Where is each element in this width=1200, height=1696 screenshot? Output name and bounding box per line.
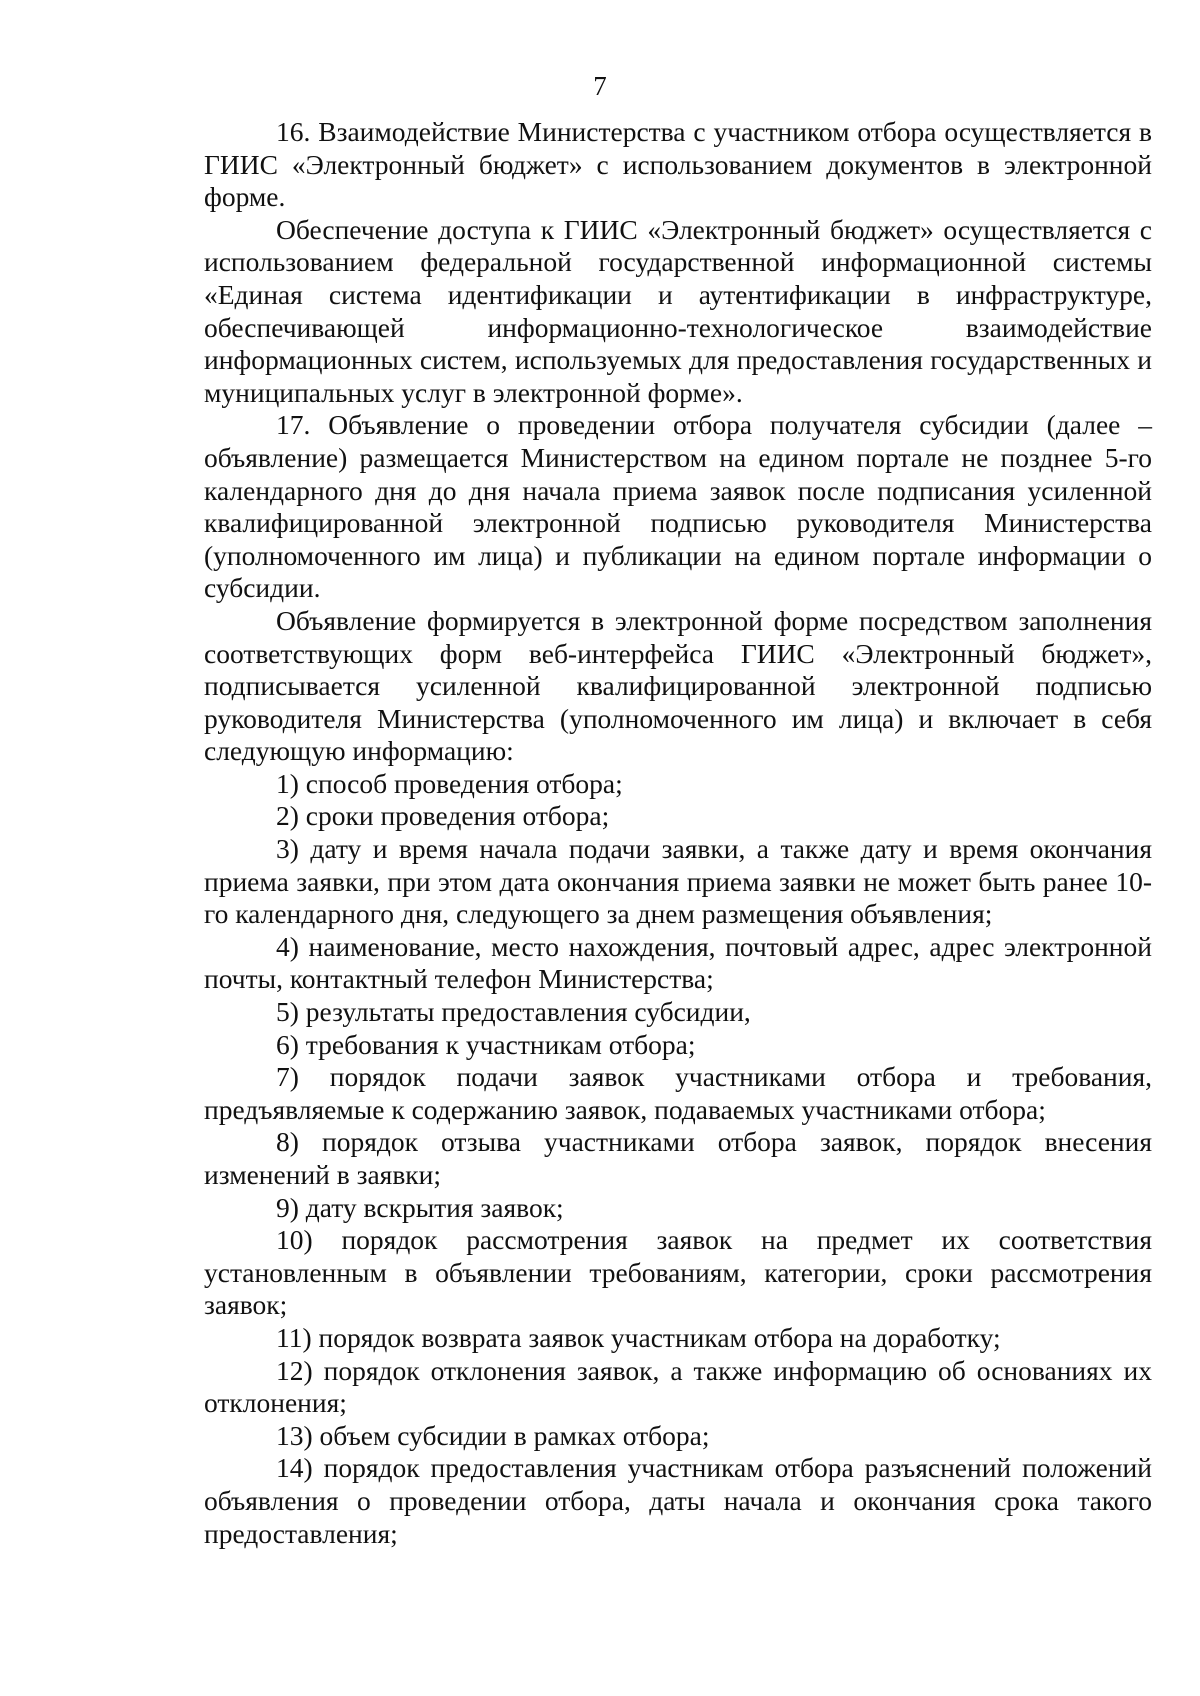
list-item: 7) порядок подачи заявок участниками отбора и требования, предъявляемые к содержанию заявок, подаваемых участниками отбора; [204,1061,1152,1125]
list-item: 8) порядок отзыва участниками отбора заявок, порядок внесения изменений в заявки; [204,1126,1152,1190]
document-body [204,116,1152,1550]
list-item: 5) результаты предоставления субсидии, [276,996,751,1028]
list-item: 2) сроки проведения отбора; [276,800,610,832]
paragraph-17: 17. Объявление о проведении отбора получателя субсидии (далее – объявление) размещается Министерством на едином портале не позднее 5-го календарного дня до дня начала приема заявок после подписания усиленной квалифицированной электронной подписью руководителя Министерства (уполномоченного им лица) и публикации на едином портале информации о субсидии. [204,409,1152,604]
list-item: 10) порядок рассмотрения заявок на предмет их соответствия установленным в объявлении требованиям, категории, сроки рассмотрения заявок; [204,1224,1152,1321]
list-item: 4) наименование, место нахождения, почтовый адрес, адрес электронной почты, контактный телефон Министерства; [204,930,1152,995]
list-item: 13) объем субсидии в рамках отбора; [276,1419,710,1451]
list-item: 1) способ проведения отбора; [276,767,623,799]
list-item: 12) порядок отклонения заявок, а также информацию об основаниях их отклонения; [204,1354,1152,1419]
list-item: 14) порядок предоставления участникам отбора разъяснений положений объявления о проведении отбора, даты начала и окончания срока такого предоставления; [204,1452,1152,1549]
list-item: 6) требования к участникам отбора; [276,1028,696,1060]
paragraph-16: 16. Взаимодействие Министерства с участником отбора осуществляется в ГИИС «Электронный бюджет» с использованием документов в электронной форме. [204,116,1152,213]
list-item: 9) дату вскрытия заявок; [276,1191,564,1223]
paragraph-announcement-info: Объявление формируется в электронной форме посредством заполнения соответствующих форм веб-интерфейса ГИИС «Электронный бюджет», подписывается усиленной квалифицированной электронной подписью руководителя Министерства (уполномоченного им лица) и включает в себя следующую информацию: [204,604,1152,767]
list-item: 3) дату и время начала подачи заявки, а также дату и время окончания приема заявки, при этом дата окончания приема заявки не может быть ранее 10-го календарного дня, следующего за днем размещения объявления; [204,833,1152,930]
page-number: 7 [593,71,607,101]
paragraph-giis-access: Обеспечение доступа к ГИИС «Электронный бюджет» осуществляется с использованием федеральной государственной информационной системы «Единая система идентификации и аутентификации в инфраструктуре, обеспечивающей информационно-технологическое взаимодействие информационных систем, используемых для предоставления государственных и муниципальных услуг в электронной форме». [204,213,1152,408]
list-item: 11) порядок возврата заявок участникам отбора на доработку; [276,1321,1001,1353]
